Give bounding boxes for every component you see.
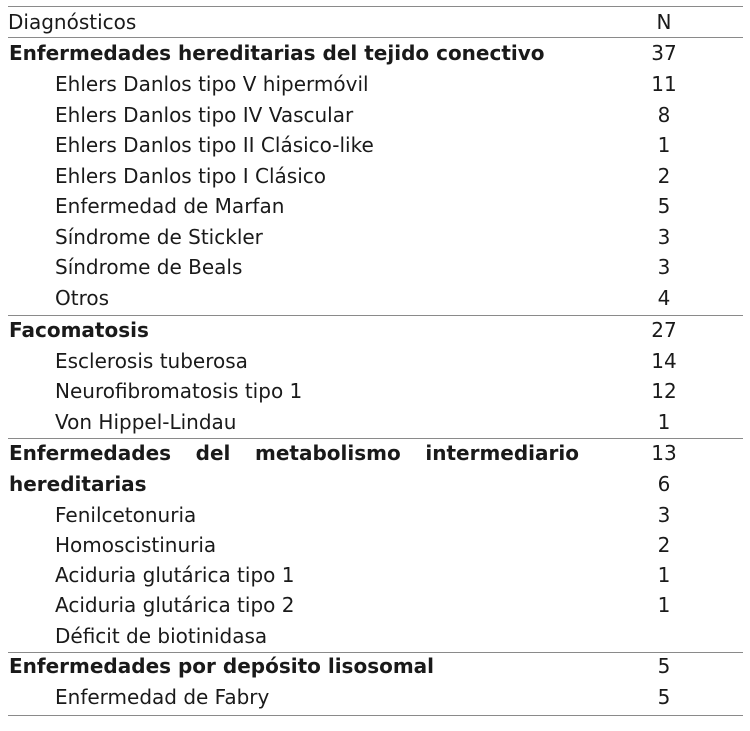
row-label: Esclerosis tuberosa [55, 348, 248, 373]
row-count: 1 [657, 563, 671, 587]
row-label: Síndrome de Beals [55, 255, 243, 279]
column-header-diagnosis: Diagnósticos [8, 10, 137, 34]
group-count-line-1: 13 [651, 441, 677, 465]
table-row [8, 621, 743, 652]
table-row [8, 376, 743, 407]
row-label: Ehlers Danlos tipo II Clásico-like [55, 133, 374, 157]
column-header-n: N [656, 10, 672, 34]
row-label: Otros [55, 285, 110, 310]
table-row [8, 530, 743, 561]
table-row [8, 682, 743, 713]
group-row-facomatosis [8, 315, 743, 346]
group-row-connective-tissue [8, 38, 743, 69]
row-label: Aciduria glutárica tipo 1 [55, 563, 295, 587]
row-label: Fenilcetonuria [55, 502, 197, 527]
row-count: 1 [657, 409, 671, 434]
row-label: Ehlers Danlos tipo I Clásico [55, 163, 327, 188]
row-count: 2 [657, 533, 671, 557]
group-count: 27 [651, 318, 677, 342]
row-count: 3 [657, 255, 671, 279]
table-row [8, 191, 743, 222]
group-title: Enfermedades hereditarias del tejido conectivo [9, 41, 545, 65]
row-count: 1 [657, 133, 671, 157]
group-title-line-1 [9, 438, 579, 469]
title-word: metabolismo [255, 441, 401, 465]
row-count: 3 [657, 502, 671, 527]
row-count: 5 [657, 685, 671, 709]
table-row [8, 500, 743, 531]
group-count: 37 [651, 41, 677, 65]
title-word: del [195, 441, 231, 465]
row-count: 1 [657, 593, 671, 617]
table-row [8, 283, 743, 314]
table-row [8, 161, 743, 192]
group-count: 5 [657, 654, 671, 678]
table-header-row [8, 7, 743, 38]
group-row-metabolism-line-2 [8, 469, 743, 500]
row-label: Enfermedad de Fabry [55, 685, 270, 709]
table-row [8, 590, 743, 621]
row-count: 3 [657, 224, 671, 249]
group-title: Facomatosis [9, 318, 149, 342]
table-row [8, 100, 743, 131]
row-label: Síndrome de Stickler [55, 224, 263, 249]
table-row [8, 69, 743, 100]
group-title-line-2: hereditarias [9, 472, 147, 496]
row-count: 4 [657, 285, 671, 310]
row-label: Aciduria glutárica tipo 2 [55, 593, 295, 617]
table-row [8, 407, 743, 438]
table-row [8, 252, 743, 283]
row-label: Ehlers Danlos tipo IV Vascular [55, 102, 354, 127]
title-word: intermediario [425, 441, 579, 465]
table-row [8, 560, 743, 591]
group-row-lysosomal [8, 651, 743, 682]
row-count: 8 [657, 102, 671, 127]
row-label: Neurofibromatosis tipo 1 [55, 379, 303, 403]
group-row-metabolism [8, 438, 743, 469]
table-row [8, 222, 743, 253]
title-word: Enfermedades [9, 441, 172, 465]
row-label: Homoscistinuria [55, 533, 217, 557]
group-title: Enfermedades por depósito lisosomal [9, 654, 435, 678]
row-label: Von Hippel-Lindau [55, 409, 237, 434]
table-row [8, 130, 743, 161]
row-count: 14 [651, 348, 677, 373]
row-count: 12 [651, 379, 677, 403]
row-label: Enfermedad de Marfan [55, 194, 285, 218]
table-bottom-rule [8, 715, 743, 716]
row-count: 2 [657, 163, 671, 188]
row-count: 5 [657, 194, 671, 218]
table-row [8, 346, 743, 377]
row-label: Déficit de biotinidasa [55, 624, 268, 648]
row-count: 11 [651, 72, 677, 96]
row-label: Ehlers Danlos tipo V hipermóvil [55, 72, 369, 96]
group-count-line-2: 6 [657, 472, 671, 496]
